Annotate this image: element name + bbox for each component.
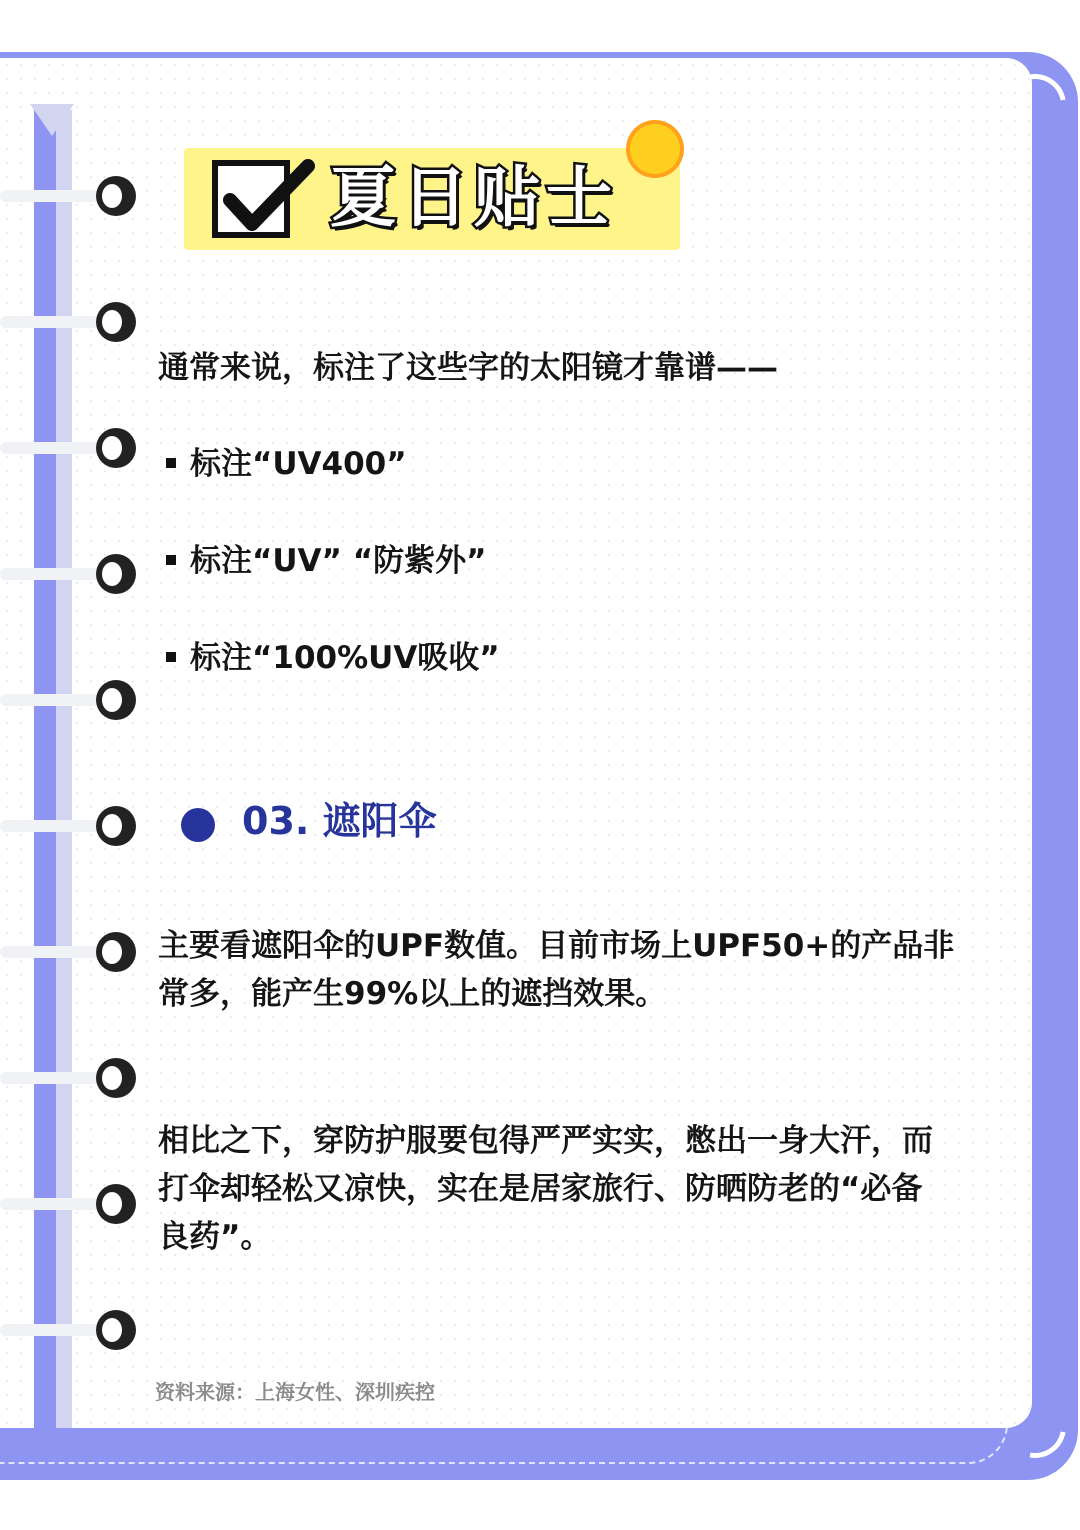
intro-text: 通常来说，标注了这些字的太阳镜才靠谱—— (158, 350, 778, 386)
binder-ring (0, 930, 140, 974)
paragraph-upf: 主要看遮阳伞的UPF数值。目前市场上UPF50+的产品非 常多，能产生99%以上的遮挡效果。 (158, 928, 955, 1012)
binder-ring (0, 1182, 140, 1226)
binder-ring (0, 426, 140, 470)
binder-ring (0, 174, 140, 218)
binder-ring (0, 552, 140, 596)
list-item (166, 634, 500, 682)
list-item-text: 标注“100%UV吸收” (190, 640, 500, 676)
page-title: 夏日贴士 (330, 159, 618, 236)
section-title: 03. 遮阳伞 (242, 799, 437, 843)
checkmark-icon (212, 152, 316, 244)
section-dot-icon (181, 808, 215, 842)
binder-ring (0, 1056, 140, 1100)
bullet-icon (166, 652, 176, 662)
list-item (166, 537, 486, 585)
binder-ring (0, 804, 140, 848)
source-note: 资料来源：上海女性、深圳疾控 (155, 1380, 435, 1404)
sun-icon (630, 124, 680, 174)
paragraph-comparison: 相比之下，穿防护服要包得严严实实，憋出一身大汗，而 打伞却轻松又凉快，实在是居家旅行、防晒防老的“必备 良药”。 (158, 1123, 933, 1255)
spine-notch (30, 104, 74, 136)
binder-ring (0, 678, 140, 722)
list-item-text: 标注“UV” “防紫外” (190, 543, 487, 579)
binder-ring (0, 1308, 140, 1352)
binder-ring (0, 300, 140, 344)
bullet-icon (166, 555, 176, 565)
bullet-icon (166, 458, 176, 468)
list-item (166, 440, 407, 488)
list-item-text: 标注“UV400” (190, 446, 407, 482)
